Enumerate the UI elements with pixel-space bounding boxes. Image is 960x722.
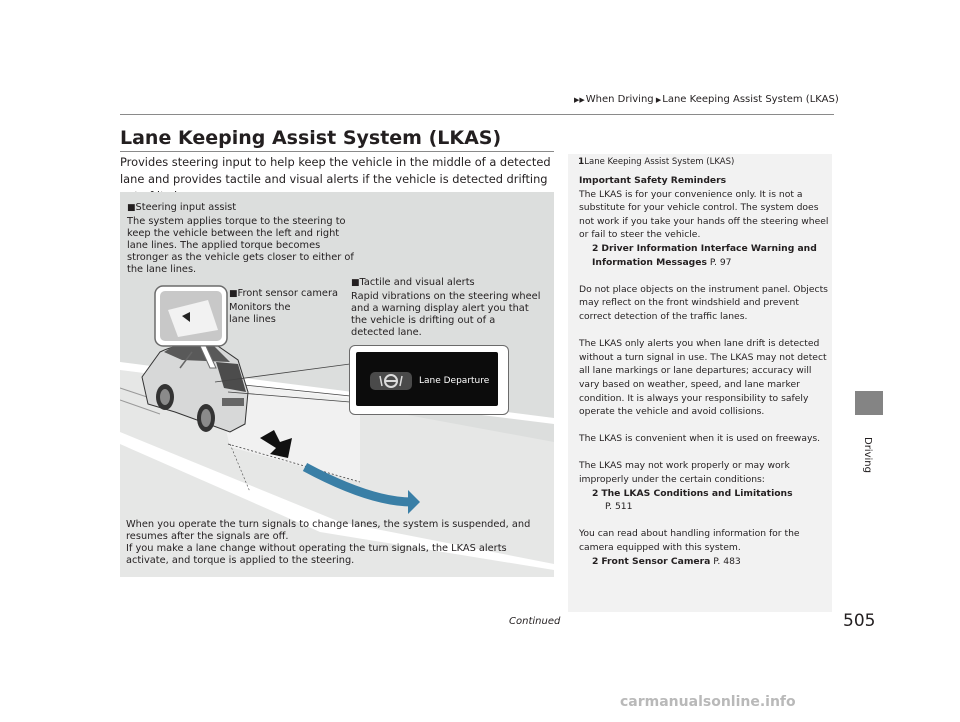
steering-assist-callout: [127, 202, 357, 276]
sidebar-ref-1[interactable]: [579, 242, 829, 269]
breadcrumb-item-when-driving[interactable]: When Driving: [585, 94, 654, 105]
figure-notes: [126, 519, 550, 567]
sidebar-paragraph-5: The LKAS may not work properly or may work improperly under the certain conditions:: [579, 460, 790, 486]
ref-2-page: P. 511: [605, 501, 633, 513]
watermark: carmanualsonline.info: [620, 694, 796, 710]
tactile-alerts-body: Rapid vibrations on the steering wheel and a warning display alert you that the vehicle is drifting out of a detected lane.: [351, 291, 541, 338]
safety-heading: Important Safety Reminders: [579, 175, 727, 186]
ref-1-title: Driver Information Interface Warning and Information Messages: [592, 242, 817, 268]
sidebar-ref-2[interactable]: [579, 487, 829, 514]
breadcrumb: [574, 94, 839, 105]
chapter-tab-marker: [855, 391, 883, 415]
camera-body: Monitors the lane lines: [229, 302, 291, 325]
figure-note-1: When you operate the turn signals to change lanes, the system is suspended, and resumes after the signals are off.: [126, 519, 531, 542]
reference-arrow-icon: 2: [592, 242, 599, 254]
sidebar-body: [579, 174, 829, 568]
sidebar-paragraph-3: The LKAS only alerts you when lane drift is detected without a turn signal in use. The LKAS may not detect all lane markings or lane departures; accuracy will vary based on weather, speed, and lane marker condition. It is always your responsibility to safely operate the vehicle and avoid collisions.: [579, 338, 827, 418]
title-divider: [120, 151, 554, 152]
breadcrumb-item-lkas[interactable]: Lane Keeping Assist System (LKAS): [662, 94, 839, 105]
square-bullet-icon: ■: [229, 289, 238, 299]
intro-paragraph: Provides steering input to help keep the vehicle in the middle of a detected lane and provides tactile and visual alerts if the vehicle is detected drifting: [120, 155, 551, 186]
ref-3-page: P. 483: [713, 555, 741, 567]
camera-heading: Front sensor camera: [237, 288, 338, 299]
breadcrumb-arrow-icon: ▶: [653, 96, 662, 104]
sidebar-paragraph-2: Do not place objects on the instrument panel. Objects may reflect on the front windshield and prevent correct detection of the traffic lanes.: [579, 283, 828, 322]
page-number: 505: [843, 611, 876, 631]
steering-assist-heading: Steering input assist: [135, 202, 237, 213]
breadcrumb-arrow-icon: ▶▶: [574, 96, 585, 104]
sidebar-ref-3[interactable]: [579, 555, 829, 569]
square-bullet-icon: ■: [127, 203, 136, 213]
lane-departure-text: Lane Departure: [419, 376, 490, 386]
note-marker-icon: 1: [578, 157, 585, 167]
steering-assist-body: The system applies torque to the steering to keep the vehicle between the left and right lane lines. The applied torque becomes stronger as the vehicle gets closer to either of the lane lines.: [127, 216, 354, 275]
ref-2-title: The LKAS Conditions and Limitations: [601, 487, 793, 499]
lkas-illustration: [120, 192, 554, 577]
square-bullet-icon: ■: [351, 278, 360, 288]
lkas-indicator-icon: [370, 372, 412, 390]
sidebar-paragraph-6: You can read about handling information for the camera equipped with this system.: [579, 528, 800, 554]
reference-arrow-icon: 2: [592, 487, 599, 499]
header-divider: [120, 114, 834, 115]
chapter-tab-label: Driving: [862, 437, 873, 473]
sidebar-paragraph-4: The LKAS is convenient when it is used on freeways.: [579, 433, 821, 445]
tactile-alerts-callout: [351, 277, 541, 339]
sidebar-paragraph-1: The LKAS is for your convenience only. It is not a substitute for your vehicle control. The system does not work if you take your hands off the steering wheel or fail to steer the vehicle.: [579, 188, 829, 241]
tactile-alerts-heading: Tactile and visual alerts: [359, 277, 475, 288]
continued-label: Continued: [509, 616, 561, 627]
ref-3-title: Front Sensor Camera: [601, 555, 711, 567]
ref-1-page: P. 97: [709, 256, 732, 268]
camera-callout: [229, 288, 347, 326]
sidebar-title: 1Lane Keeping Assist System (LKAS): [578, 157, 735, 167]
page-title: Lane Keeping Assist System (LKAS): [120, 127, 502, 149]
figure-note-2: If you make a lane change without operating the turn signals, the LKAS alerts activate, and torque is applied to the steering.: [126, 543, 507, 566]
reference-arrow-icon: 2: [592, 555, 599, 567]
